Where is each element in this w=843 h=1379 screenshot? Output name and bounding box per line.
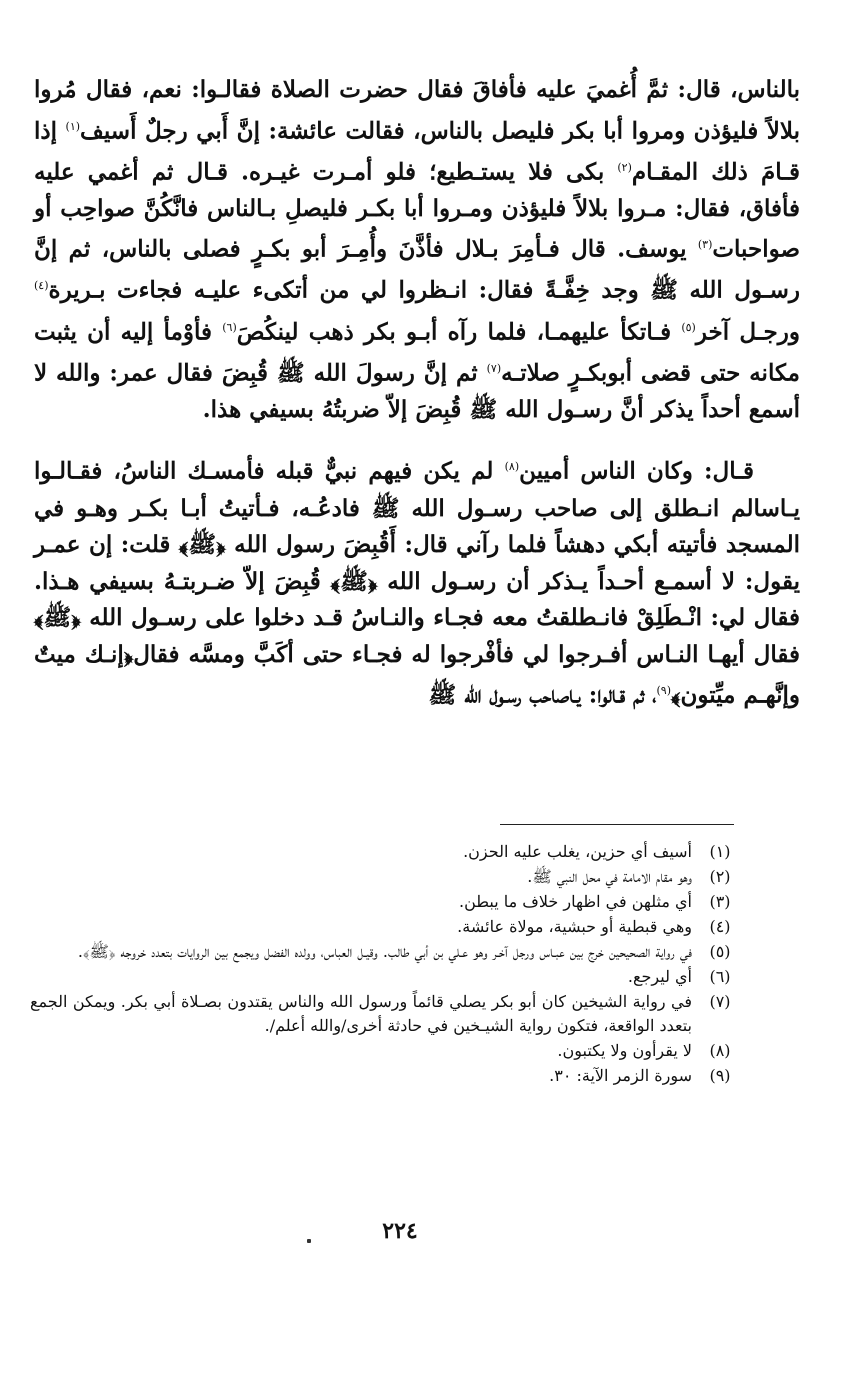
footnote-text: وهو مقام الامامة في محل النبي ﷺ. <box>527 867 692 886</box>
footnote-ref-3: (٣) <box>697 238 713 252</box>
footnote-text: أسيف أي حزين، يغلب عليه الحزن. <box>463 842 692 861</box>
text-run: ثم إنَّ رسولَ الله ﷺ قُبِضَ فقال عمر: والله لا أسمع أحداً يذكر أنَّ رسـول الله ﷺ قُبِضَ إلاّ ضربتُهُ بسيفي هذا. <box>34 359 800 423</box>
footnote-text: أي ليرجع. <box>627 967 692 986</box>
footnote-number: (٤) <box>709 917 731 936</box>
footnote-ref-5: (٥) <box>681 320 696 334</box>
text-run: قـال: وكان الناس أميين <box>519 458 754 486</box>
footnote-5 <box>30 940 748 964</box>
text-run: يوسف. قال فـأمِرَ بـلال فأذَّنَ وأُمِـرَ أبو بكـرٍ فصلى بالناس، ثم إنَّ رسـول الله ﷺ وجد خِفَّـةً فقال: انـظروا لي من أتكىء عليـه فجاءت بـريرة <box>34 235 800 305</box>
footnote-ref-8: (٨) <box>504 460 520 474</box>
footnote-number: (٩) <box>709 1066 731 1085</box>
footnote-ref-4: (٤) <box>34 279 49 293</box>
footnote-separator <box>500 824 734 825</box>
footnote-number: (٥) <box>709 942 731 961</box>
footnote-text: وهي قبطية أو حبشية، مولاة عائشة. <box>457 917 692 936</box>
paragraph-1 <box>34 72 800 428</box>
footnote-6 <box>30 965 748 989</box>
footnote-number: (٨) <box>709 1041 731 1060</box>
footnote-number: (١) <box>709 842 731 861</box>
text-run: بكى فلا يستـطيع؛ فلو أمـرت غيـره. قـال ثم أغمي عليه فأفاق، فقال: مـروا بلالاً فليؤذن ومـروا أبا بكـر فليصلِ بـالناس فانَّكُنَّ صواحِب أو صواحبات <box>34 158 800 263</box>
text-run: بالناس، قال: ثمَّ أُغميَ عليه فأفاقَ فقال حضرت الصلاة فقالـوا: نعم، فقال مُروا بلالاً فليؤذن ومروا أبا بكر فليصل بالناس، فقالت عائشة: إنَّ أَبي رجلٌ أَسيف <box>34 76 800 145</box>
footnote-9 <box>30 1064 748 1088</box>
footnote-number: (٧) <box>709 992 731 1011</box>
text-run: إذا قـامَ ذلك المقـام <box>34 117 800 186</box>
footnotes-list <box>30 840 748 1089</box>
footnote-ref-7: (٧) <box>486 361 502 375</box>
footnote-2 <box>30 865 748 889</box>
footnote-7 <box>30 990 748 1038</box>
footnote-text: في رواية الصحيحين خرج بين عبـاس ورجل آخـر وهو عـلي بن أبي طالب. وقيـل العباس، وولده الفضل ويجمع بين الروايات بتعدد خروجه ﴿ﷺ﴾. <box>77 942 692 961</box>
text-run: لم يكن فيهم نبيٌّ قبله فأمسـك الناسُ، فقـالـوا يـاسالم انـطلق إلى صاحب رسـول الله ﷺ فادعُـه، فـأتيتُ أبـا بكـر وهـو في المسجد فأتيته أبكي دهشاً فلما رآني قال: أَقُبِضَ رسول الله ﴿ﷺ﴾ قلت: إن عمـر يقول: لا أسمـع أحـداً يـذكر أن رسـول الله ﴿ﷺ﴾ قُبِضَ إلاّ ضـربتـهُ بسيفي هـذا. فقال لي: انْـطَلِقْ فانـطلقتُ معه فجـاء والنـاسُ قـد دخلوا على رسـول الله ﴿ﷺ﴾ فقال أيهـا النـاس أفـرجوا لي فأفْرجوا له فجـاء حتى أكَبَّ ومسَّه فقال﴿إنـك ميتٌ وإنَّهـم ميِّتون﴾ <box>34 458 800 709</box>
footnote-number: (٢) <box>709 867 731 886</box>
main-text <box>34 72 800 714</box>
footnote-ref-2: (٢) <box>617 160 632 174</box>
footnote-text: أي مثلهن في اظهار خلاف ما يبطن. <box>458 892 692 911</box>
footnote-number: (٣) <box>709 892 731 911</box>
footnote-ref-1: (١) <box>65 119 81 133</box>
footnote-3 <box>30 890 748 914</box>
page-number: ٢٢٤ <box>382 1218 418 1244</box>
footnote-text: في رواية الشيخين كان أبو بكر يصلي قائماً ورسول الله والناس يقتدون بصـلاة أبي بكر. ويمكن الجمع بتعدد الواقعة، فتكون رواية الشيـخين في حادثة أخرى/والله أعلم/. <box>30 992 692 1035</box>
footnote-4 <box>30 915 748 939</box>
footnote-text: سورة الزمر الآية: ٣٠. <box>549 1066 692 1085</box>
footnote-ref-6: (٦) <box>222 320 237 334</box>
text-run: فأوْمأ إليه أن يثبت مكانه حتى قضى أبوبكـرٍ صلاتـه <box>34 318 800 387</box>
paragraph-2 <box>34 449 800 714</box>
scan-speck <box>307 1239 311 1243</box>
text-run: فـاتكأ عليهمـا، فلما رآه أبـو بكر ذهب لينكُصَ <box>236 318 682 346</box>
footnote-ref-9: (٩) <box>656 684 672 698</box>
footnote-8 <box>30 1039 748 1063</box>
footnote-text: لا يقرأون ولا يكتبون. <box>557 1041 692 1060</box>
text-run: ، ثم قـالوا: يـاصاحب رسـول الله ﷺ <box>428 681 657 709</box>
footnote-number: (٦) <box>709 967 731 986</box>
text-run: ورجـل آخر <box>695 318 800 346</box>
footnote-1 <box>30 840 748 864</box>
